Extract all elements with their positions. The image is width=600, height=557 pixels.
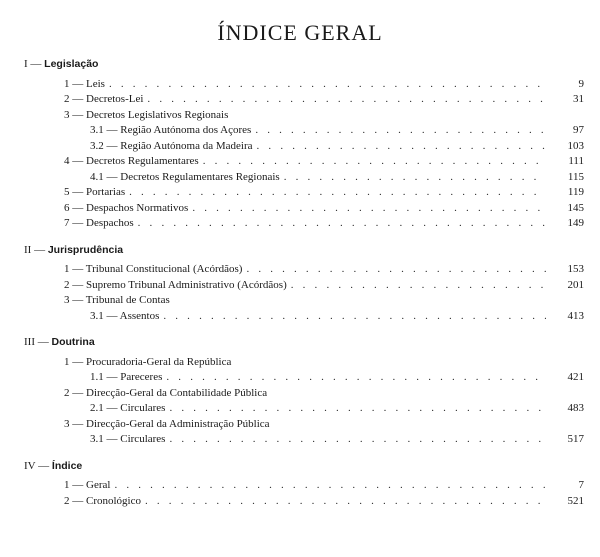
- entry-page-number: 517: [567, 433, 584, 445]
- dot-leader: [246, 262, 546, 278]
- entry-label: 3 — Tribunal de Contas: [64, 294, 170, 306]
- entry-label: 3 — Decretos Legislativos Regionais: [64, 108, 229, 121]
- toc-entry[interactable]: [24, 432, 584, 448]
- toc-entry[interactable]: [24, 386, 584, 402]
- entry-label: 5 — Portarias: [64, 186, 126, 198]
- section-jurisprudencia: [24, 243, 584, 325]
- toc-entry[interactable]: [24, 77, 584, 93]
- dot-leader: [145, 494, 546, 510]
- entry-label: 3.1 — Assentos: [90, 309, 160, 322]
- entry-label: 4 — Decretos Regulamentares: [64, 155, 199, 167]
- dot-leader: [203, 154, 546, 170]
- entry-label: 2 — Supremo Tribunal Administrativo (Acórdãos): [64, 278, 287, 291]
- section-heading: [24, 335, 584, 351]
- section-numeral: I —: [24, 58, 42, 70]
- toc-entry[interactable]: [24, 170, 584, 186]
- section-heading: [24, 57, 584, 73]
- section-legislacao: [24, 57, 584, 232]
- page-title: ÍNDICE GERAL: [217, 20, 383, 45]
- dot-leader: [114, 478, 546, 494]
- toc-entry[interactable]: [24, 370, 584, 386]
- section-title: Jurisprudência: [47, 243, 124, 256]
- section-title: Legislação: [44, 58, 99, 70]
- entry-page-number: 149: [567, 217, 584, 229]
- entry-page-number: 115: [567, 170, 584, 183]
- entry-label: 4.1 — Decretos Regulamentares Regionais: [90, 170, 280, 183]
- section-entries: [24, 478, 584, 509]
- toc-entry[interactable]: [24, 309, 584, 325]
- toc-entry[interactable]: [24, 401, 584, 417]
- entry-label: 3 — Direcção-Geral da Administração Pública: [64, 417, 270, 430]
- dot-leader: [147, 92, 546, 108]
- section-entries: [24, 77, 584, 232]
- dot-leader: [169, 401, 546, 417]
- entry-page-number: 413: [567, 309, 584, 322]
- dot-leader: [163, 309, 546, 325]
- section-entries: [24, 355, 584, 448]
- entry-label: 6 — Despachos Normativos: [64, 201, 189, 214]
- entry-label: 7 — Despachos: [64, 217, 134, 229]
- section-doutrina: [24, 335, 584, 448]
- entry-label: 1 — Leis: [64, 77, 105, 90]
- entry-label: 1 — Procuradoria-Geral da República: [64, 355, 232, 368]
- section-heading: [24, 243, 584, 259]
- entry-page-number: 521: [567, 494, 584, 507]
- toc-entry[interactable]: [24, 494, 584, 510]
- dot-leader: [138, 216, 546, 232]
- entry-page-number: 31: [573, 93, 584, 105]
- toc-entry[interactable]: [24, 417, 584, 433]
- entry-page-number: 145: [567, 201, 584, 214]
- section-title: Doutrina: [51, 336, 95, 348]
- toc-entry[interactable]: [24, 92, 584, 108]
- entry-page-number: 103: [567, 139, 584, 152]
- toc-entry[interactable]: [24, 123, 584, 139]
- section-title: Índice: [51, 459, 83, 472]
- entry-label: 2.1 — Circulares: [90, 402, 166, 414]
- entry-page-number: 421: [567, 371, 584, 383]
- dot-leader: [291, 278, 546, 294]
- section-entries: [24, 262, 584, 324]
- dot-leader: [255, 123, 546, 139]
- toc-entry[interactable]: [24, 216, 584, 232]
- toc-entry[interactable]: [24, 278, 584, 294]
- entry-label: 3.1 — Região Autónoma dos Açores: [90, 124, 252, 136]
- dot-leader: [284, 170, 546, 186]
- toc-entry[interactable]: [24, 154, 584, 170]
- toc-entry[interactable]: [24, 108, 584, 124]
- dot-leader: [129, 185, 546, 201]
- toc-entry[interactable]: [24, 478, 584, 494]
- entry-label: 1.1 — Pareceres: [90, 371, 163, 383]
- entry-page-number: 119: [567, 186, 584, 198]
- entry-page-number: 153: [567, 263, 584, 275]
- dot-leader: [257, 139, 546, 155]
- entry-label: 2 — Cronológico: [64, 494, 141, 507]
- toc-entry[interactable]: [24, 185, 584, 201]
- table-of-contents: [24, 57, 584, 520]
- section-numeral: IV —: [24, 459, 50, 472]
- dot-leader: [169, 432, 546, 448]
- section-numeral: II —: [24, 243, 46, 256]
- entry-label: 1 — Geral: [64, 479, 111, 491]
- entry-label: 2 — Direcção-Geral da Contabilidade Pública: [64, 386, 268, 399]
- toc-entry[interactable]: [24, 293, 584, 309]
- entry-label: 3.1 — Circulares: [90, 433, 166, 445]
- section-heading: [24, 459, 584, 475]
- dot-leader: [109, 77, 546, 93]
- section-numeral: III —: [24, 336, 49, 348]
- entry-page-number: 483: [567, 402, 584, 414]
- entry-page-number: 7: [578, 479, 584, 491]
- entry-label: 1 — Tribunal Constitucional (Acórdãos): [64, 263, 243, 275]
- entry-page-number: 111: [568, 155, 584, 167]
- entry-label: 2 — Decretos-Lei: [64, 93, 144, 105]
- dot-leader: [166, 370, 546, 386]
- entry-page-number: 97: [573, 124, 584, 136]
- entry-label: 3.2 — Região Autónoma da Madeira: [90, 139, 253, 152]
- toc-entry[interactable]: [24, 262, 584, 278]
- section-indice: [24, 459, 584, 510]
- toc-entry[interactable]: [24, 139, 584, 155]
- entry-page-number: 201: [567, 278, 584, 291]
- toc-entry[interactable]: [24, 355, 584, 371]
- toc-entry[interactable]: [24, 201, 584, 217]
- entry-page-number: 9: [578, 77, 584, 90]
- dot-leader: [192, 201, 546, 217]
